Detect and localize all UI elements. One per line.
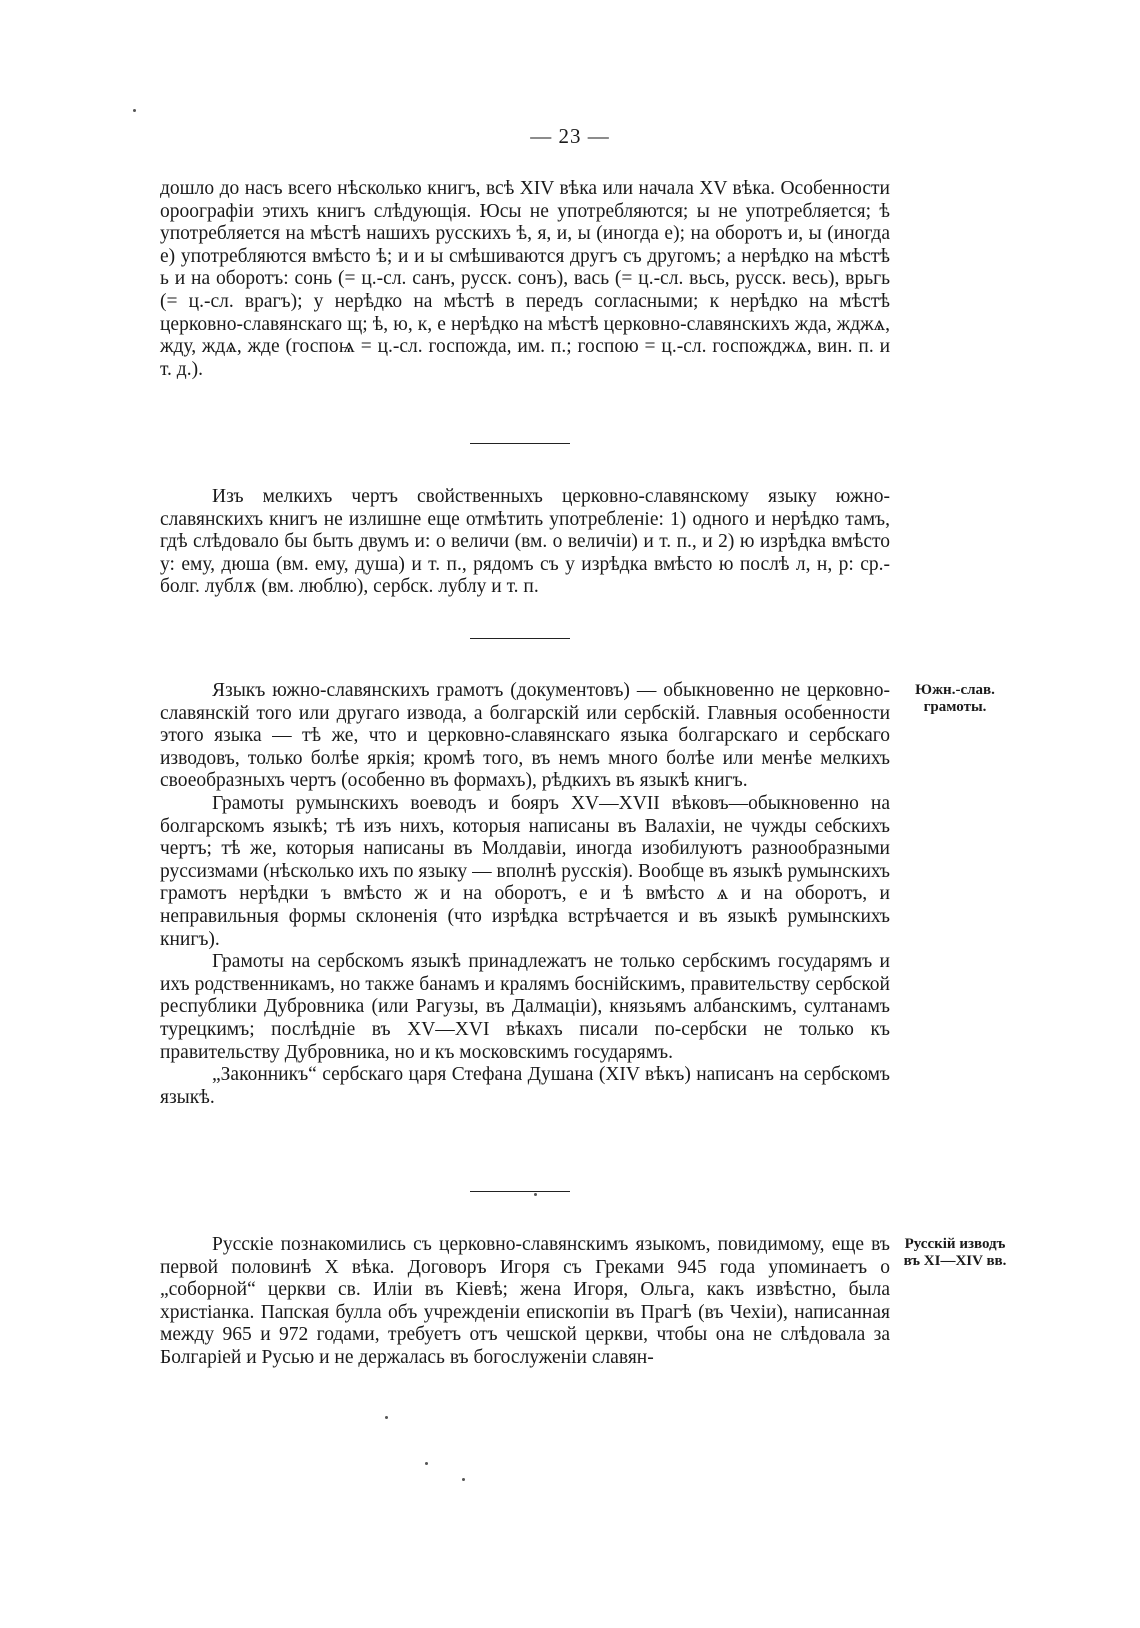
scan-speck: [385, 1416, 388, 1419]
scan-speck: [534, 1193, 537, 1196]
margin-note-russian-redaction: Русскій изводъ въ XI—XIV вв.: [903, 1236, 1007, 1269]
section-charters: [160, 680, 890, 1109]
paragraph: Грамоты румынскихъ воеводъ и бояръ XV—XVII вѣковъ—обыкновенно на болгарскомъ языкѣ; тѣ изъ нихъ, которыя написаны въ Валахіи, не чужды себскихъ чертъ; тѣ же, которыя написаны въ Молдавіи, иногда изобилуютъ разнообразными руссизмами (нѣсколько ихъ по языку — вполнѣ русскія). Вообще въ языкѣ румынскихъ грамотъ нерѣдки ъ вмѣсто ж и на оборотъ, е и ѣ вмѣсто ѧ и на оборотъ, и неправильныя формы склоненія (что изрѣдка встрѣчается и въ языкѣ румынскихъ книгъ).: [160, 792, 890, 950]
scan-speck: [425, 1462, 428, 1465]
section-divider: [470, 1191, 570, 1192]
paragraph: Грамоты на сербскомъ языкѣ принадлежатъ не только сербскимъ государямъ и ихъ родственникамъ, но также банамъ и кралямъ боснійскимъ, правительству сербской республики Дубровника (или Рагузы, въ Далмаціи), князьямъ албанскимъ, султанамъ турецкимъ; послѣдніе въ XV—XVI вѣкахъ писали по-сербски не только къ правительству Дубровника, но и къ московскимъ государямъ.: [160, 951, 890, 1063]
paragraph: Изъ мелкихъ чертъ свойственныхъ церковно-славянскому языку южно-славянскихъ книгъ не излишне еще отмѣтить употребленіе: 1) одного и нерѣдко тамъ, гдѣ слѣдовало бы быть двумъ и: о величи (вм. о величіи) и т. п., и 2) ю изрѣдка вмѣсто у: ему, дюша (вм. ему, душа) и т. п., рядомъ съ у изрѣдка вмѣсто ю послѣ л, н, р: ср.-болг. лублѫ (вм. люблю), сербск. лублу и т. п.: [160, 486, 890, 598]
section-divider: [470, 638, 570, 639]
scan-speck: [462, 1478, 465, 1481]
paragraph: „Законникъ“ сербскаго царя Стефана Душана (XIV вѣкъ) написанъ на сербскомъ языкѣ.: [160, 1064, 890, 1108]
section-orthography: [160, 178, 890, 381]
scan-speck: [133, 109, 136, 112]
paragraph: Русскіе познакомились съ церковно-славянскимъ языкомъ, повидимому, еще въ первой половинѣ X вѣка. Договоръ Игоря съ Греками 945 года упоминаетъ о „соборной“ церкви св. Иліи въ Кіевѣ; жена Игоря, Ольга, какъ извѣстно, была христіанка. Папская булла объ учрежденіи епископіи въ Прагѣ (въ Чехіи), написанная между 965 и 972 годами, требуетъ отъ чешской церкви, чтобы она не слѣдовала за Болгаріей и Русью и не держалась въ богослуженіи славян-: [160, 1234, 890, 1368]
section-minor-features: [160, 486, 890, 599]
section-divider: [470, 443, 570, 444]
page-number: — 23 —: [530, 124, 610, 148]
paragraph: дошло до насъ всего нѣсколько книгъ, всѣ XIV вѣка или начала XV вѣка. Особенности ороографіи этихъ книгъ слѣдующія. Юсы не употребляются; ы не употребляется; ѣ употребляется на мѣстѣ нашихъ русскихъ ѣ, я, и, ы (иногда е); на оборотъ и, ы (иногда е) употребляются вмѣсто ѣ; и и ы смѣшиваются другъ съ другомъ; а нерѣдко на мѣстѣ ь и на оборотъ: сонь (= ц.-сл. санъ, русск. сонъ), вась (= ц.-сл. вьсь, русск. весь), врьгь (= ц.-сл. врагъ); у нерѣдко на мѣстѣ в передъ согласными; к нерѣдко на мѣстѣ церковно-славянскаго щ; ѣ, ю, к, е нерѣдко на мѣстѣ церковно-славянскихъ жда, жджѧ, жду, ждѧ, жде (госпоѩ = ц.-сл. госпожда, им. п.; госпою = ц.-сл. госпожджѧ, вин. п. и т. д.).: [160, 178, 890, 380]
section-russian: [160, 1234, 890, 1370]
margin-note-south-slavic-charters: Южн.-слав. грамоты.: [915, 682, 995, 715]
paragraph: Языкъ южно-славянскихъ грамотъ (документовъ) — обыкновенно не церковно-славянскій того или другаго извода, а болгарскій или сербскій. Главныя особенности этого языка — тѣ же, что и церковно-славянскаго языка болгарскаго и сербскаго изводовъ, только болѣе яркія; кромѣ того, въ немъ много болѣе или менѣе мелкихъ своеобразныхъ чертъ (особенно въ формахъ), рѣдкихъ въ языкѣ книгъ.: [160, 680, 890, 792]
